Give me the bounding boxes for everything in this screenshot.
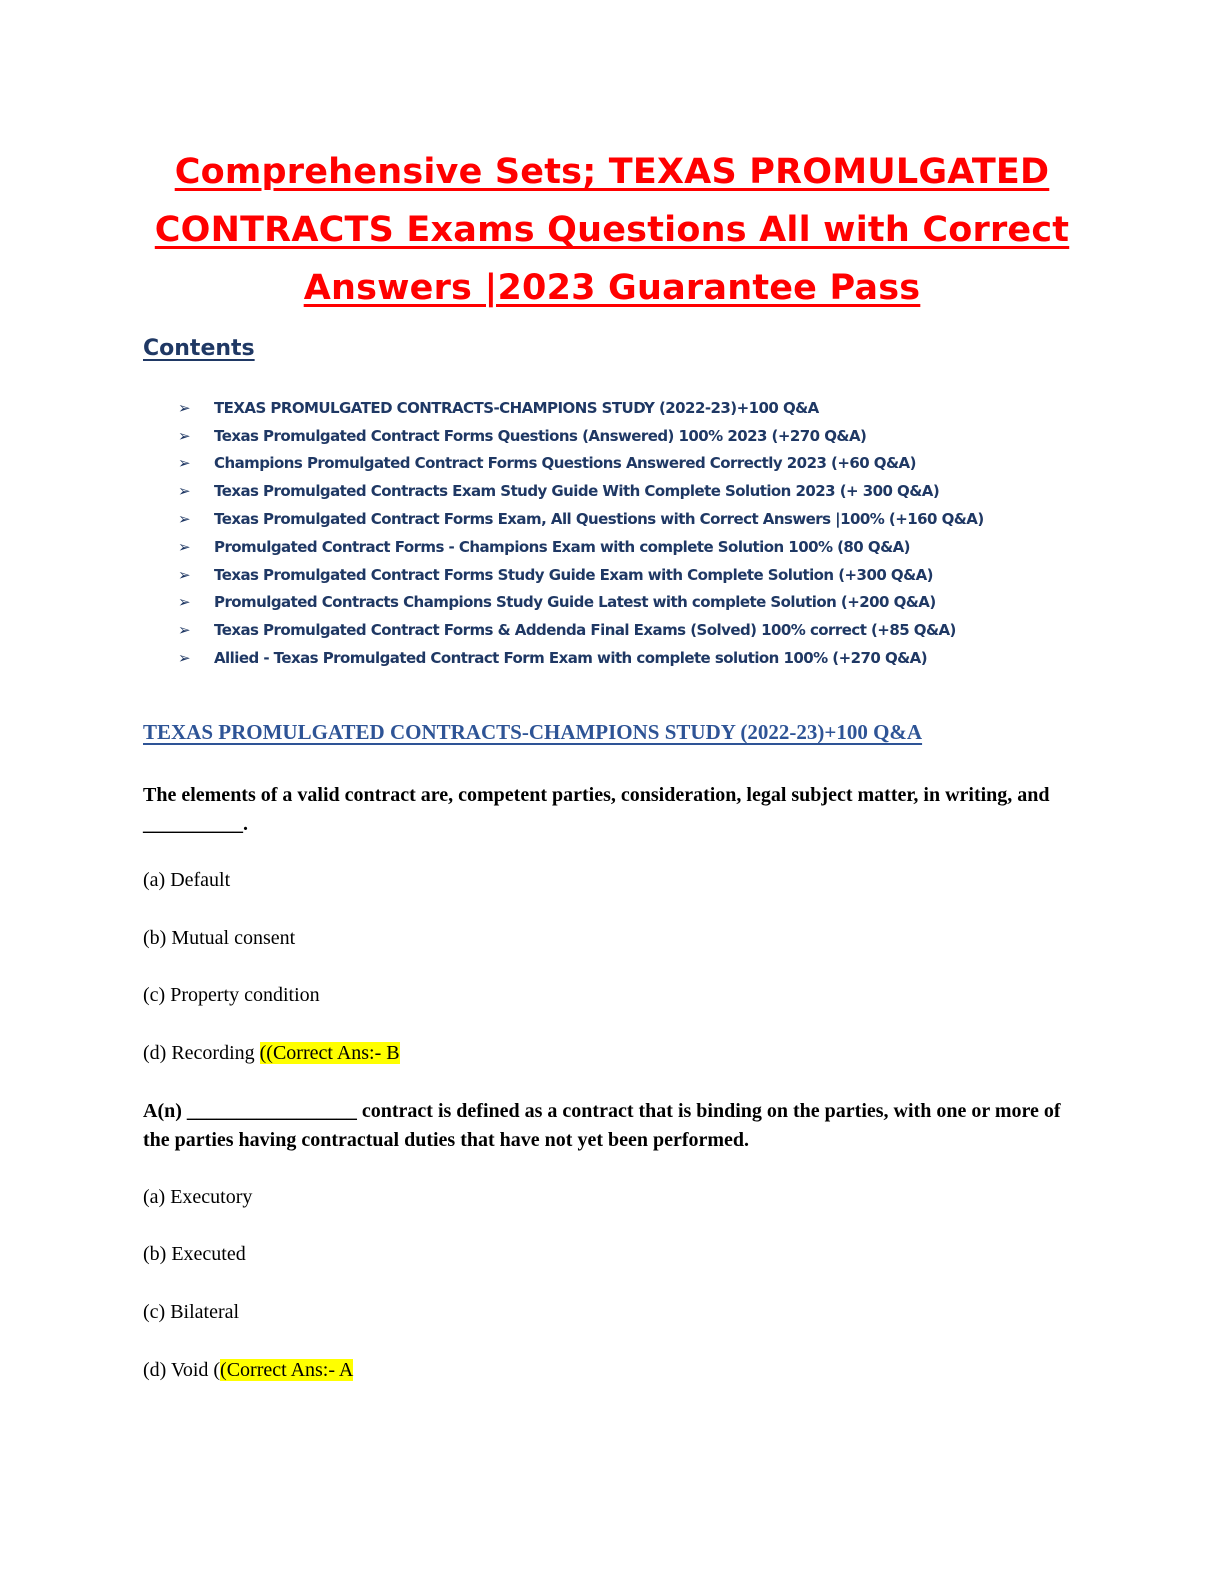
correct-answer-highlight: ((Correct Ans:- B bbox=[259, 1042, 400, 1064]
toc-item-label[interactable]: Promulgated Contracts Champions Study Guide Latest with complete Solution (+200 Q&A) bbox=[214, 593, 936, 612]
option-d-label: (d) Void ( bbox=[143, 1359, 221, 1381]
section-heading: TEXAS PROMULGATED CONTRACTS-CHAMPIONS STUDY (2022-23)+100 Q&A bbox=[143, 720, 923, 744]
toc-item[interactable] bbox=[178, 644, 984, 672]
title-line-2: CONTRACTS Exams Questions All with Correct bbox=[154, 210, 1070, 250]
arrow-bullet-icon: ➢ bbox=[178, 593, 191, 612]
toc-item[interactable] bbox=[178, 561, 984, 589]
option-d-label: (d) Recording bbox=[143, 1042, 260, 1064]
toc-item-label[interactable]: TEXAS PROMULGATED CONTRACTS-CHAMPIONS STUDY (2022-23)+100 Q&A bbox=[214, 398, 819, 417]
toc-item-label[interactable]: Texas Promulgated Contract Forms Study Guide Exam with Complete Solution (+300 Q&A) bbox=[214, 565, 933, 584]
arrow-bullet-icon: ➢ bbox=[178, 398, 191, 417]
arrow-bullet-icon: ➢ bbox=[178, 649, 191, 668]
question-1-text: The elements of a valid contract are, competent parties, consideration, legal subject matter, in writing, and __________. bbox=[143, 784, 1050, 835]
question-1-option-d bbox=[143, 1040, 400, 1066]
document-title bbox=[120, 143, 1104, 317]
toc-item[interactable] bbox=[178, 394, 984, 422]
question-2-option-a: (a) Executory bbox=[143, 1186, 253, 1208]
toc-item[interactable] bbox=[178, 450, 984, 478]
arrow-bullet-icon: ➢ bbox=[178, 510, 191, 529]
toc-item[interactable] bbox=[178, 505, 984, 533]
toc-item-label[interactable]: Texas Promulgated Contracts Exam Study Guide With Complete Solution 2023 (+ 300 Q&A) bbox=[214, 482, 940, 501]
question-2-option-d bbox=[143, 1357, 353, 1383]
toc-item-label[interactable]: Allied - Texas Promulgated Contract Form Exam with complete solution 100% (+270 Q&A) bbox=[214, 649, 928, 668]
toc-item[interactable] bbox=[178, 422, 984, 450]
question-2-option-c: (c) Bilateral bbox=[143, 1301, 240, 1323]
title-line-3: Answers |2023 Guarantee Pass bbox=[303, 268, 921, 308]
question-1-option-a: (a) Default bbox=[143, 869, 231, 891]
arrow-bullet-icon: ➢ bbox=[178, 426, 191, 445]
toc-item[interactable] bbox=[178, 616, 984, 644]
correct-answer-highlight: (Correct Ans:- A bbox=[220, 1359, 354, 1381]
title-line-1: Comprehensive Sets; TEXAS PROMULGATED bbox=[174, 152, 1050, 192]
question-2-text: A(n) _________________ contract is defined as a contract that is binding on the parties, with one or more of the parties having contractual duties that have not yet been performed. bbox=[143, 1100, 1061, 1151]
arrow-bullet-icon: ➢ bbox=[178, 621, 191, 640]
toc-item-label[interactable]: Texas Promulgated Contract Forms Questions (Answered) 100% 2023 (+270 Q&A) bbox=[214, 426, 867, 445]
toc-item-label[interactable]: Promulgated Contract Forms - Champions Exam with complete Solution 100% (80 Q&A) bbox=[214, 537, 910, 556]
arrow-bullet-icon: ➢ bbox=[178, 565, 191, 584]
table-of-contents bbox=[178, 394, 984, 672]
question-1-option-b: (b) Mutual consent bbox=[143, 927, 296, 949]
question-1-option-c: (c) Property condition bbox=[143, 984, 320, 1006]
arrow-bullet-icon: ➢ bbox=[178, 454, 191, 473]
toc-item-label[interactable]: Texas Promulgated Contract Forms Exam, All Questions with Correct Answers |100% (+160 Q&A) bbox=[214, 510, 984, 529]
toc-item-label[interactable]: Texas Promulgated Contract Forms & Addenda Final Exams (Solved) 100% correct (+85 Q&A) bbox=[214, 621, 956, 640]
toc-item[interactable] bbox=[178, 533, 984, 561]
toc-item[interactable] bbox=[178, 589, 984, 617]
toc-item-label[interactable]: Champions Promulgated Contract Forms Questions Answered Correctly 2023 (+60 Q&A) bbox=[214, 454, 916, 473]
toc-item[interactable] bbox=[178, 477, 984, 505]
question-2-option-b: (b) Executed bbox=[143, 1243, 246, 1265]
contents-heading[interactable]: Contents bbox=[143, 336, 255, 361]
arrow-bullet-icon: ➢ bbox=[178, 537, 191, 556]
arrow-bullet-icon: ➢ bbox=[178, 482, 191, 501]
